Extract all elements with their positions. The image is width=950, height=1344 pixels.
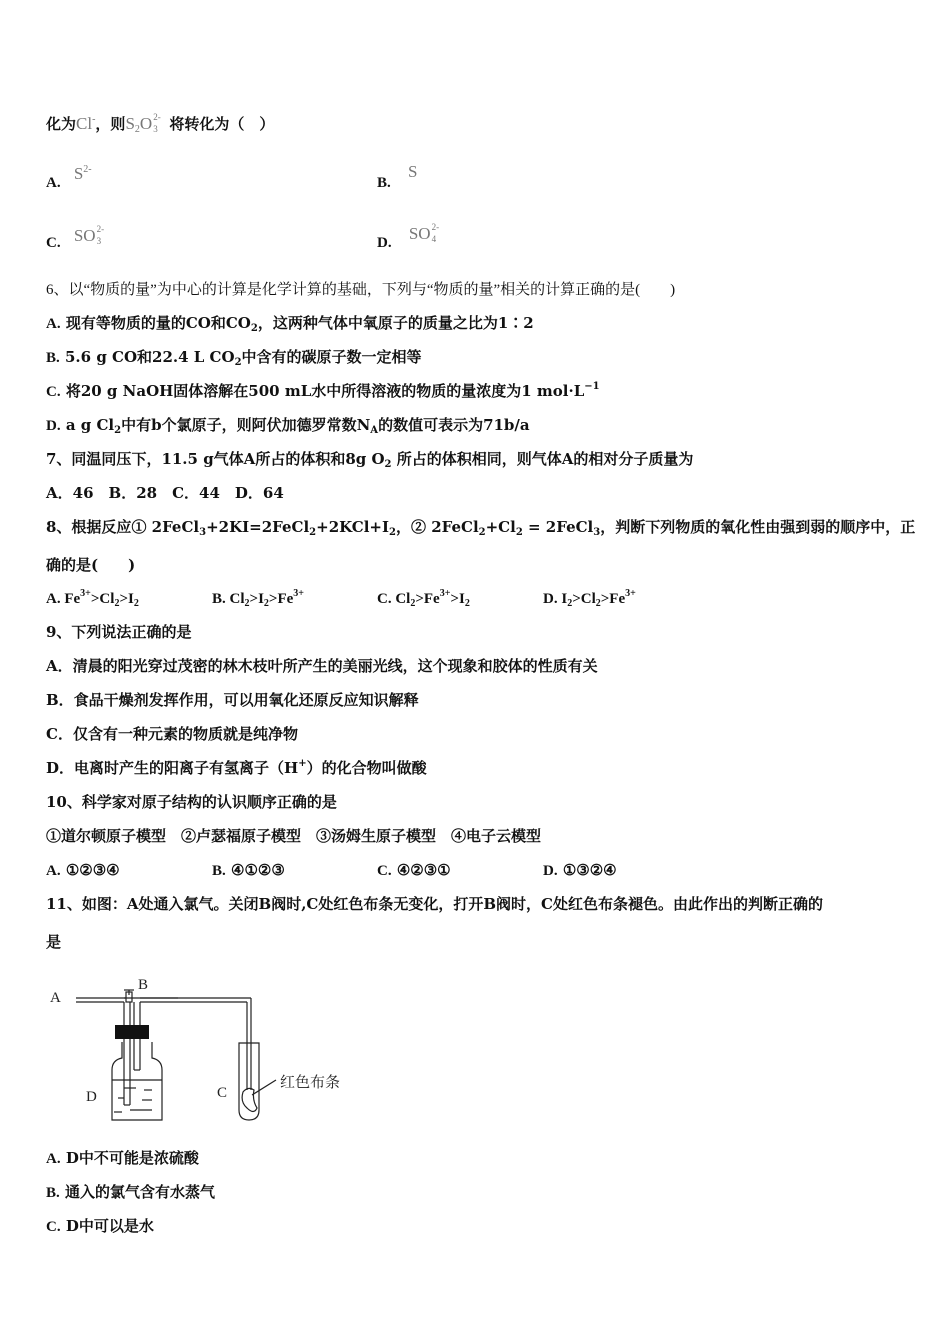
option-label: A. — [46, 591, 61, 607]
q5-option-c[interactable] — [46, 224, 108, 253]
q8-option-a[interactable]: A. $Fe^{3+}>Cl_2>I_2$ — [46, 588, 139, 609]
q10-option-b[interactable]: B. ④①②③ — [212, 861, 285, 879]
q9-option-b[interactable]: B．食品干燥剂发挥作用，可以用氧化还原反应知识解释 — [46, 691, 419, 709]
option-label: B. — [46, 350, 60, 366]
svg-text:红色布条: 红色布条 — [280, 1073, 341, 1091]
subscript: 2 — [114, 425, 122, 436]
option-formula: S — [408, 162, 418, 181]
svg-text:B: B — [138, 977, 149, 993]
option-text: a g Cl — [65, 416, 115, 434]
q11-stem: 11、如图：A处通入氯气。关闭B阀时,C处红色布条无变化，打开B阀时，C处红色布条褪色。由此作出的判断正确的 — [46, 895, 823, 913]
option-label: A. — [46, 316, 61, 332]
q10-items: ①道尔顿原子模型 ②卢瑟福原子模型 ③汤姆生原子模型 ④电子云模型 — [46, 827, 542, 845]
option-formula: SO 2- 4 — [408, 222, 440, 245]
q5-prefix: 化为 — [46, 115, 77, 133]
option-label: A. — [46, 175, 61, 191]
option-label: D. — [543, 591, 558, 607]
option-label: C. — [46, 384, 61, 400]
option-text: 中有b个氯原子，则阿伏加德罗常数N — [121, 416, 371, 434]
q5-option-d[interactable] — [377, 222, 443, 253]
q9-option-a[interactable]: A．清晨的阳光穿过茂密的林木枝叶所产生的美丽光线，这个现象和胶体的性质有关 — [46, 657, 598, 675]
q8-stem: 8、根据反应① $2FeCl_3+2KI=2FeCl_2+2KCl+I_2$，② $2FeCl_2+Cl_2$ = 2FeCl$_3$，判断下列物质的氧化性由强到弱的顺序中，正 — [46, 518, 916, 538]
q6-option-d[interactable] — [46, 415, 530, 436]
subscript: 2 — [234, 357, 242, 368]
stem-text: 8、根据反应① 2FeCl — [46, 518, 200, 536]
q5-stem-tail — [46, 114, 274, 135]
q10-option-c[interactable]: C. ④②③① — [377, 861, 451, 879]
q5-option-b[interactable] — [377, 162, 418, 193]
q9-option-d[interactable]: D．电离时产生的阳离子有氢离子（H+）的化合物叫做酸 — [46, 758, 427, 777]
q5-option-a[interactable] — [46, 164, 92, 193]
q8-stem-line2: 确的是( ) — [46, 556, 136, 574]
q11-option-b[interactable]: B. 通入的氯气含有水蒸气 — [46, 1183, 216, 1201]
option-text: 中含有的碳原子数一定相等 — [241, 348, 422, 366]
option-label: C. — [46, 235, 61, 251]
option-label: C. — [377, 591, 392, 607]
q5-suffix: 将转化为（ ） — [169, 115, 275, 133]
q10-option-d[interactable]: D. ①③②④ — [543, 861, 617, 879]
q6-stem: 6、以“物质的量”为中心的计算是化学计算的基础，下列与“物质的量”相关的计算正确的是( ) — [46, 282, 676, 298]
option-label: B. — [212, 591, 226, 607]
option-label: B. — [377, 175, 391, 191]
q5-mid: ，则 — [95, 115, 126, 133]
svg-text:C: C — [217, 1085, 228, 1101]
q10-option-a[interactable]: A. ①②③④ — [46, 861, 120, 879]
q6-option-c[interactable] — [46, 381, 600, 402]
q8-option-c[interactable]: C. $Cl_2>Fe^{3+}>I_2$ — [377, 588, 470, 609]
s2o3-ion: $S_2O$ 2- 3 — [125, 112, 161, 135]
q7-options[interactable]: A．46 B．28 C．44 D．64 — [46, 484, 284, 502]
option-text: 5.6 g CO和22.4 L CO — [65, 348, 235, 366]
q11-option-a[interactable]: A. D中不可能是浓硫酸 — [46, 1149, 199, 1167]
option-text: 现有等物质的量的CO和CO — [65, 314, 251, 332]
option-text: ，这两种气体中氧原子的质量之比为1∶2 — [257, 314, 534, 332]
q10-stem: 10、科学家对原子结构的认识顺序正确的是 — [46, 793, 337, 811]
option-formula: $S^{2-}$ — [73, 164, 92, 183]
subscript: A — [370, 425, 379, 436]
option-label: D. — [377, 235, 392, 251]
q11-stem-line2: 是 — [46, 933, 62, 951]
q9-option-c[interactable]: C．仅含有一种元素的物质就是纯净物 — [46, 725, 298, 743]
q7-stem — [46, 449, 693, 469]
stem-text: 所占的体积相同，则气体A的相对分子质量为 — [391, 450, 694, 468]
subscript: 2 — [250, 323, 258, 334]
q6-option-b[interactable] — [46, 347, 422, 368]
apparatus-diagram — [44, 970, 364, 1130]
option-label: D. — [46, 418, 61, 434]
superscript: −1 — [584, 381, 600, 392]
q9-stem: 9、下列说法正确的是 — [46, 623, 192, 641]
option-text: 的数值可表示为71b/a — [378, 416, 530, 434]
stem-text: 7、同温同压下，11.5 g气体A所占的体积和8g O — [46, 450, 385, 468]
subscript: 2 — [384, 459, 392, 470]
q6-option-a[interactable] — [46, 313, 534, 334]
q8-option-d[interactable]: D. $I_2>Cl_2>Fe^{3+}$ — [543, 588, 636, 609]
option-formula: SO 2- 3 — [73, 224, 105, 247]
svg-text:D: D — [86, 1089, 97, 1105]
svg-text:A: A — [50, 990, 61, 1006]
q8-option-b[interactable]: B. $Cl_2>I_2>Fe^{3+}$ — [212, 588, 304, 609]
q11-option-c[interactable]: C. D中可以是水 — [46, 1217, 154, 1235]
option-text: 将20 g NaOH固体溶解在500 mL水中所得溶液的物质的量浓度为1 mol·L — [65, 382, 585, 400]
cl-ion: Cl- — [76, 114, 96, 133]
